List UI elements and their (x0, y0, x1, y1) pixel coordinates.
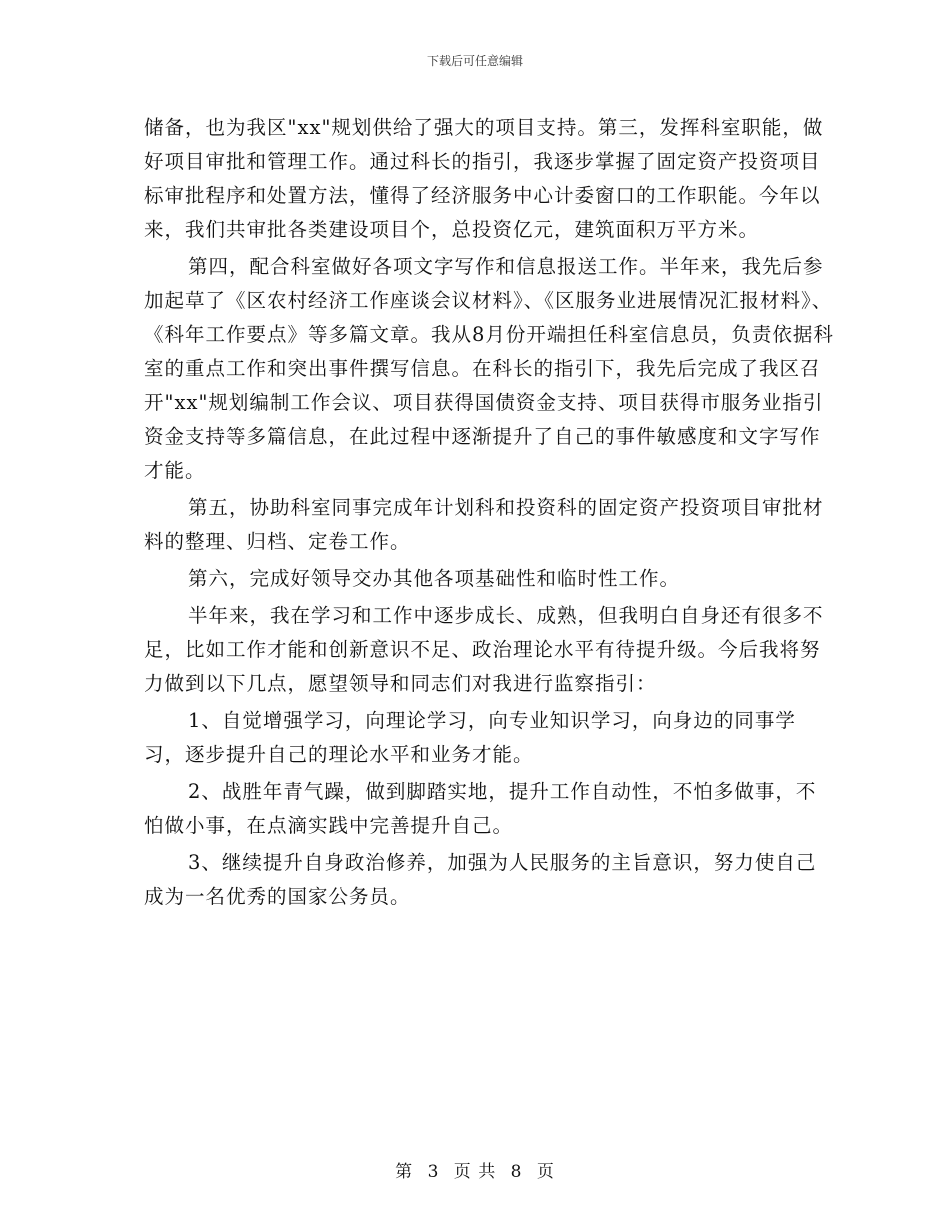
paragraph-7: 2、战胜年青气躁，做到脚踏实地，提升工作自动性，不怕多做事，不怕做小事，在点滴实践中完善提升自己。 (144, 780, 817, 837)
paragraph-8: 3、继续提升自身政治修养，加强为人民服务的主旨意识，努力使自己成为一名优秀的国家公务员。 (144, 851, 817, 908)
footer-total-pages: 8 (510, 1162, 523, 1182)
paragraph-4: 第六，完成好领导交办其他各项基础性和临时性工作。 (188, 567, 681, 590)
page-header: 下载后可任意编辑 (426, 54, 523, 68)
document-body (144, 111, 834, 917)
footer-prefix: 第 (395, 1162, 414, 1182)
paragraph-3: 第五，协助科室同事完成年计划科和投资科的固定资产投资项目审批材料的整理、归档、定卷工作。 (144, 496, 824, 553)
footer-page-number: 3 (427, 1162, 440, 1182)
paragraph-2: 第四，配合科室做好各项文字写作和信息报送工作。半年来，我先后参加起草了《区农村经济工作座谈会议材料》、《区服务业进展情况汇报材料》、《科年工作要点》等多篇文章。我从8月份开端担任科室信息员，负责依据科室的重点工作和突出事件撰写信息。在科长的指引下，我先后完成了我区召开"xx"规划编制工作会议、项目获得国债资金支持、项目获得市服务业指引资金支持等多篇信息，在此过程中逐渐提升了自己的事件敏感度和文字写作才能。 (144, 255, 834, 482)
paragraph-5: 半年来，我在学习和工作中逐步成长、成熟，但我明白自身还有很多不足，比如工作才能和创新意识不足、政治理论水平有待提升级。今后我将努力做到以下几点，愿望领导和同志们对我进行监察指引： (144, 604, 824, 695)
page-footer (0, 1157, 950, 1182)
paragraph-6: 1、自觉增强学习，向理论学习，向专业知识学习，向身边的同事学习，逐步提升自己的理论水平和业务才能。 (144, 709, 796, 766)
footer-suffix: 页 (536, 1162, 555, 1182)
footer-middle: 页 共 (453, 1162, 497, 1182)
paragraph-1: 储备，也为我区"xx"规划供给了强大的项目支持。第三，发挥科室职能，做好项目审批和管理工作。通过科长的指引，我逐步掌握了固定资产投资项目标审批程序和处置方法，懂得了经济服务中心计委窗口的工作职能。今年以来，我们共审批各类建设项目个，总投资亿元，建筑面积万平方米。 (144, 116, 824, 241)
